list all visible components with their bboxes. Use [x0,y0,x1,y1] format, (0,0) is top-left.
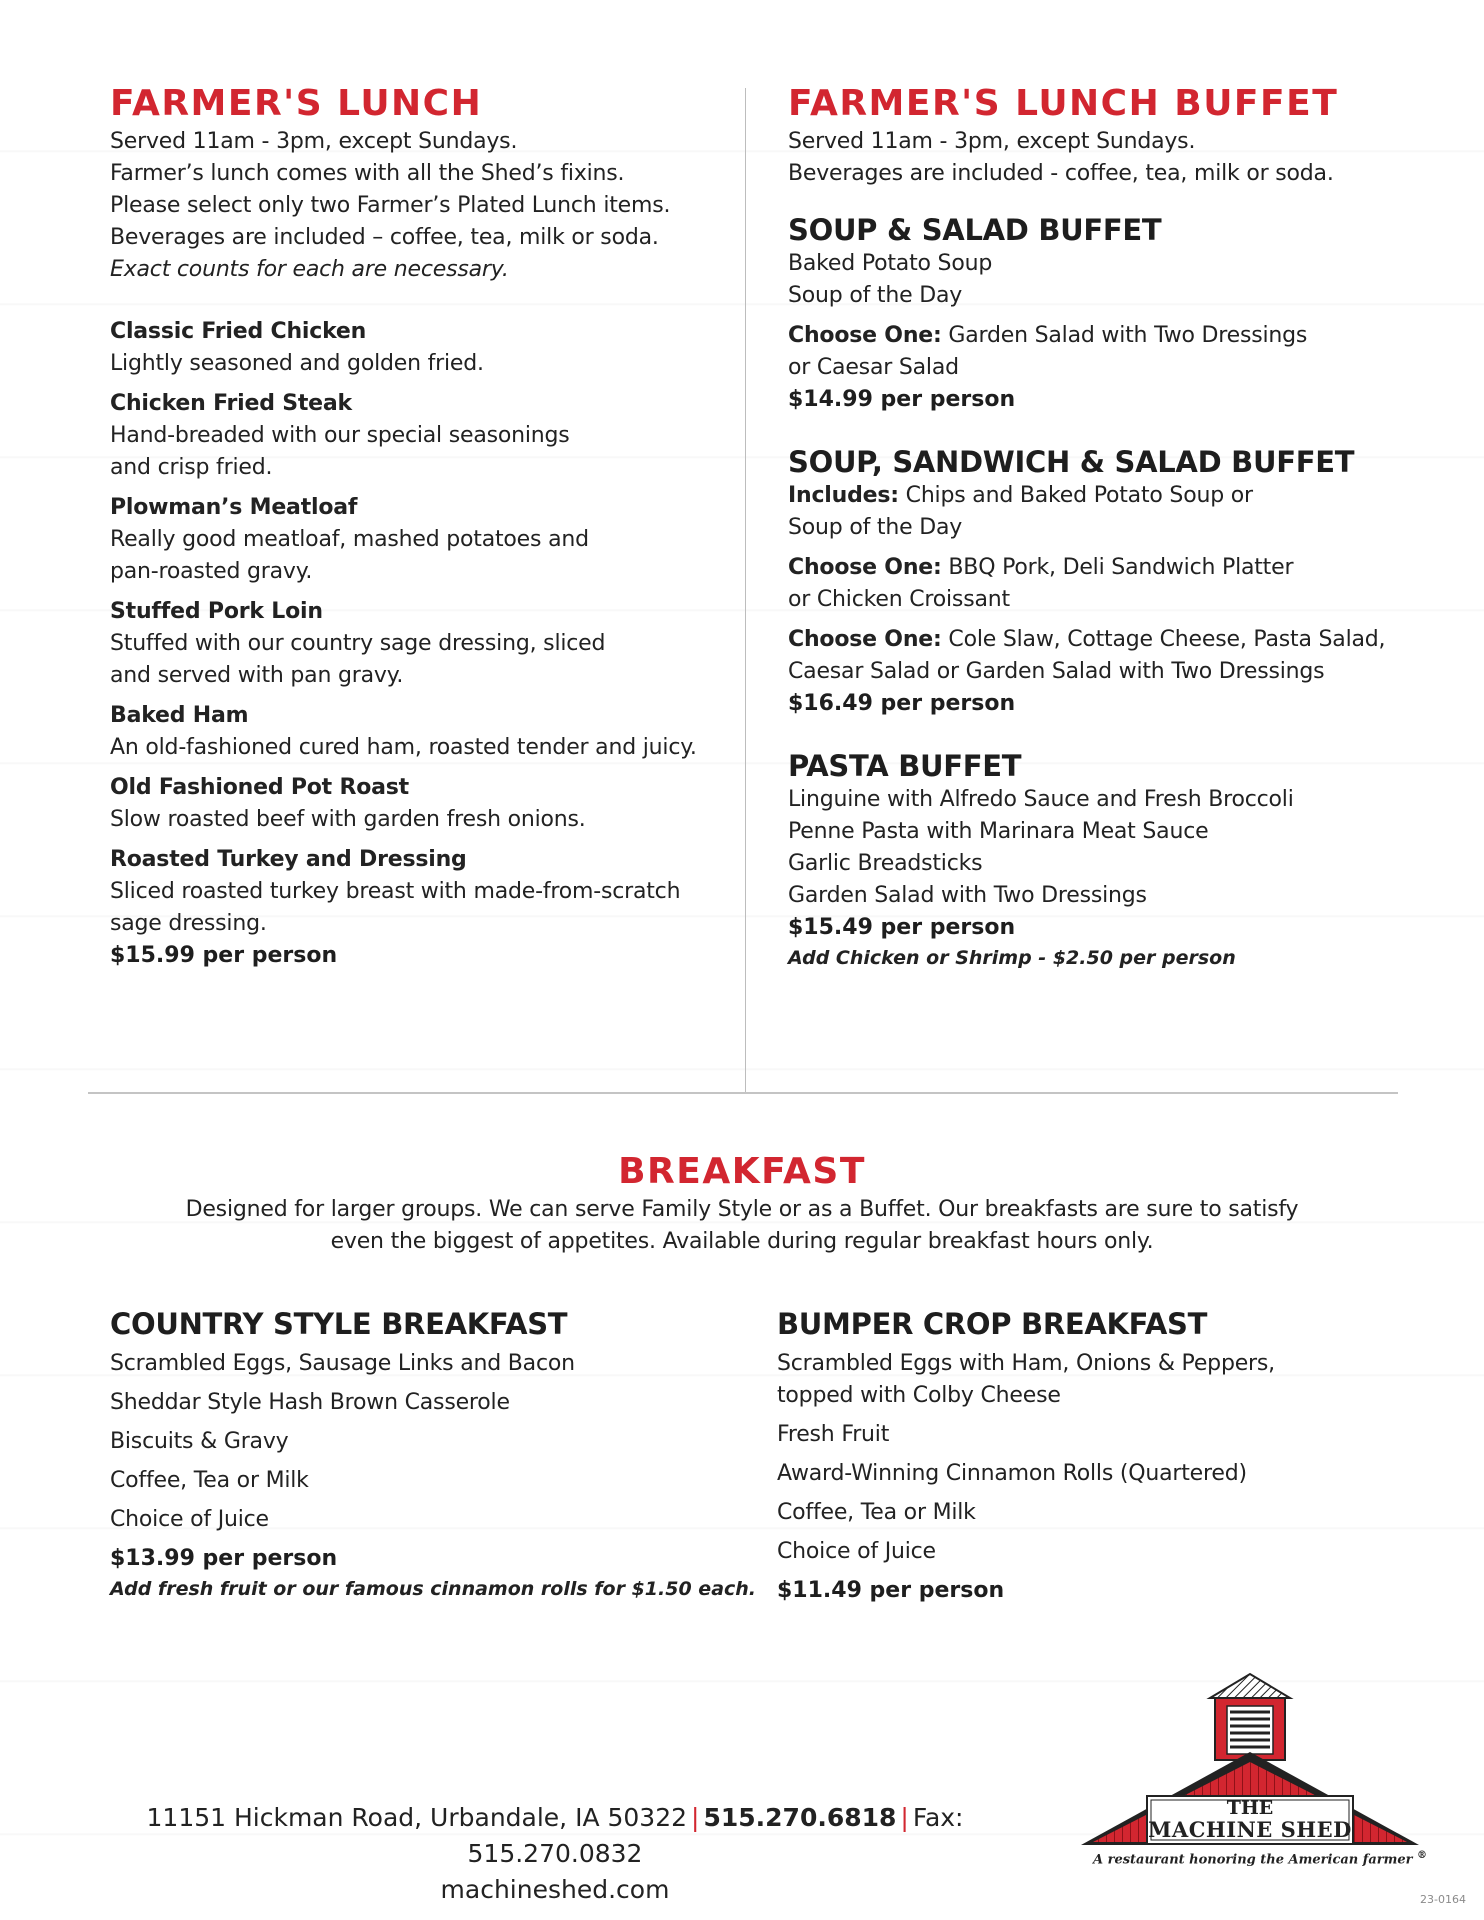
menu-line: topped with Colby Cheese [777,1383,1061,1408]
item-name: Roasted Turkey and Dressing [110,847,467,872]
menu-line: Baked Potato Soup [788,251,993,276]
logo-line2: MACHINE SHED [1148,1817,1352,1842]
logo-text [1147,1798,1353,1842]
buffet-section [788,82,1428,972]
includes-line [788,480,1428,512]
column-divider [745,88,746,1093]
phone[interactable]: 515.270.6818 [703,1803,897,1832]
item-name: Plowman’s Meatloaf [110,495,358,520]
item-name: Stuffed Pork Loin [110,599,323,624]
separator: | [900,1803,909,1832]
breakfast-title: BREAKFAST [618,1151,866,1192]
menu-line: Choice of Juice [777,1539,936,1564]
website-link[interactable]: machineshed.com [440,1875,670,1904]
menu-line: Scrambled Eggs with Ham, Onions & Peppers, [777,1351,1275,1376]
menu-item [110,316,730,380]
menu-line: Garden Salad with Two Dressings [788,883,1147,908]
menu-line: Coffee, Tea or Milk [777,1500,976,1525]
section-divider [88,1092,1398,1094]
choose-line-cont: or Caesar Salad [788,355,959,380]
choose-text: Garden Salad with Two Dressings [941,323,1308,348]
menu-line: Scrambled Eggs, Sausage Links and Bacon [110,1351,575,1376]
intro-line: Served 11am - 3pm, except Sundays. [110,129,518,154]
choose-label: Choose One: [788,627,942,652]
farmers-lunch-title: FARMER'S LUNCH [110,83,483,124]
choose-line-cont: Caesar Salad or Garden Salad with Two Dressings [788,659,1325,684]
menu-item [110,700,730,764]
choose-label: Choose One: [788,555,942,580]
item-name: Old Fashioned Pot Roast [110,775,409,800]
breakfast-intro: even the biggest of appetites. Available during regular breakfast hours only. [330,1229,1154,1254]
item-desc: Sliced roasted turkey breast with made-from-scratch [110,879,681,904]
menu-line: Biscuits & Gravy [110,1429,289,1454]
item-name: Baked Ham [110,703,249,728]
item-desc: sage dressing. [110,911,267,936]
logo-line1: THE [1226,1797,1274,1819]
item-desc: Slow roasted beef with garden fresh onions. [110,807,586,832]
country-breakfast-addon: Add fresh fruit or our famous cinnamon rolls for $1.50 each. [110,1578,757,1600]
logo-tagline-wrap [1093,1850,1433,1867]
farmers-lunch-price: $15.99 per person [110,943,338,968]
fax: Fax: 515.270.0832 [467,1803,964,1868]
menu-item [110,772,730,836]
soup-sandwich-price: $16.49 per person [788,691,1016,716]
choose-line-cont: or Chicken Croissant [788,587,1010,612]
item-desc: Really good meatloaf, mashed potatoes and [110,527,589,552]
registered-mark: ® [1417,1850,1428,1861]
choose-line [788,624,1428,656]
country-breakfast-title: COUNTRY STYLE BREAKFAST [110,1307,568,1341]
menu-line: Award-Winning Cinnamon Rolls (Quartered) [777,1461,1247,1486]
item-desc: Hand-breaded with our special seasonings [110,423,570,448]
menu-item [110,596,730,692]
bumper-breakfast [777,1306,1417,1607]
logo-tagline: A restaurant honoring the American farmer [1093,1852,1413,1868]
buffet-title: FARMER'S LUNCH BUFFET [788,83,1339,124]
item-desc: Lightly seasoned and golden fried. [110,351,484,376]
menu-line: Sheddar Style Hash Brown Casserole [110,1390,510,1415]
item-desc: pan-roasted gravy. [110,559,313,584]
pasta-addon: Add Chicken or Shrimp - $2.50 per person [788,947,1236,969]
machine-shed-logo [1075,1670,1428,1880]
footer-contact [60,1800,1050,1908]
separator: | [691,1803,700,1832]
soup-sandwich-title: SOUP, SANDWICH & SALAD BUFFET [788,445,1355,479]
intro-line: Beverages are included – coffee, tea, milk or soda. [110,225,659,250]
item-desc: An old-fashioned cured ham, roasted tender and juicy. [110,735,697,760]
menu-item [110,492,730,588]
includes-text: Chips and Baked Potato Soup or [898,483,1253,508]
address: 11151 Hickman Road, Urbandale, IA 50322 [146,1803,688,1832]
menu-line: Choice of Juice [110,1507,269,1532]
menu-line: Garlic Breadsticks [788,851,983,876]
country-breakfast-price: $13.99 per person [110,1546,338,1571]
item-name: Classic Fried Chicken [110,319,367,344]
bumper-breakfast-title: BUMPER CROP BREAKFAST [777,1307,1208,1341]
menu-line: Coffee, Tea or Milk [110,1468,309,1493]
includes-label: Includes: [788,483,899,508]
intro-note: Exact counts for each are necessary. [110,257,509,282]
intro-line: Farmer’s lunch comes with all the Shed’s fixins. [110,161,625,186]
pasta-price: $15.49 per person [788,915,1016,940]
choose-line [788,320,1428,352]
choose-label: Choose One: [788,323,942,348]
soup-salad-price: $14.99 per person [788,387,1016,412]
intro-line: Please select only two Farmer’s Plated Lunch items. [110,193,671,218]
country-breakfast [110,1306,757,1603]
breakfast-header [0,1150,1484,1258]
bumper-breakfast-price: $11.49 per person [777,1578,1005,1603]
menu-line: Linguine with Alfredo Sauce and Fresh Broccoli [788,787,1294,812]
intro-line: Served 11am - 3pm, except Sundays. [788,129,1196,154]
item-desc: and crisp fried. [110,455,273,480]
doc-code: 23-0164 [1420,1893,1466,1906]
intro-line: Beverages are included - coffee, tea, milk or soda. [788,161,1334,186]
soup-salad-title: SOUP & SALAD BUFFET [788,213,1162,247]
menu-line: Soup of the Day [788,283,963,308]
menu-item [110,388,730,484]
breakfast-intro: Designed for larger groups. We can serve Family Style or as a Buffet. Our breakfasts are sure to satisfy [185,1197,1299,1222]
item-desc: and served with pan gravy. [110,663,404,688]
item-desc: Stuffed with our country sage dressing, sliced [110,631,606,656]
farmers-lunch-section [110,82,730,972]
item-name: Chicken Fried Steak [110,391,352,416]
choose-line [788,552,1428,584]
menu-line: Fresh Fruit [777,1422,890,1447]
includes-line-cont: Soup of the Day [788,515,963,540]
menu-item [110,844,730,940]
footer-address-line [60,1800,1050,1872]
menu-line: Penne Pasta with Marinara Meat Sauce [788,819,1209,844]
choose-text: BBQ Pork, Deli Sandwich Platter [941,555,1294,580]
choose-text: Cole Slaw, Cottage Cheese, Pasta Salad, [941,627,1386,652]
pasta-title: PASTA BUFFET [788,749,1022,783]
